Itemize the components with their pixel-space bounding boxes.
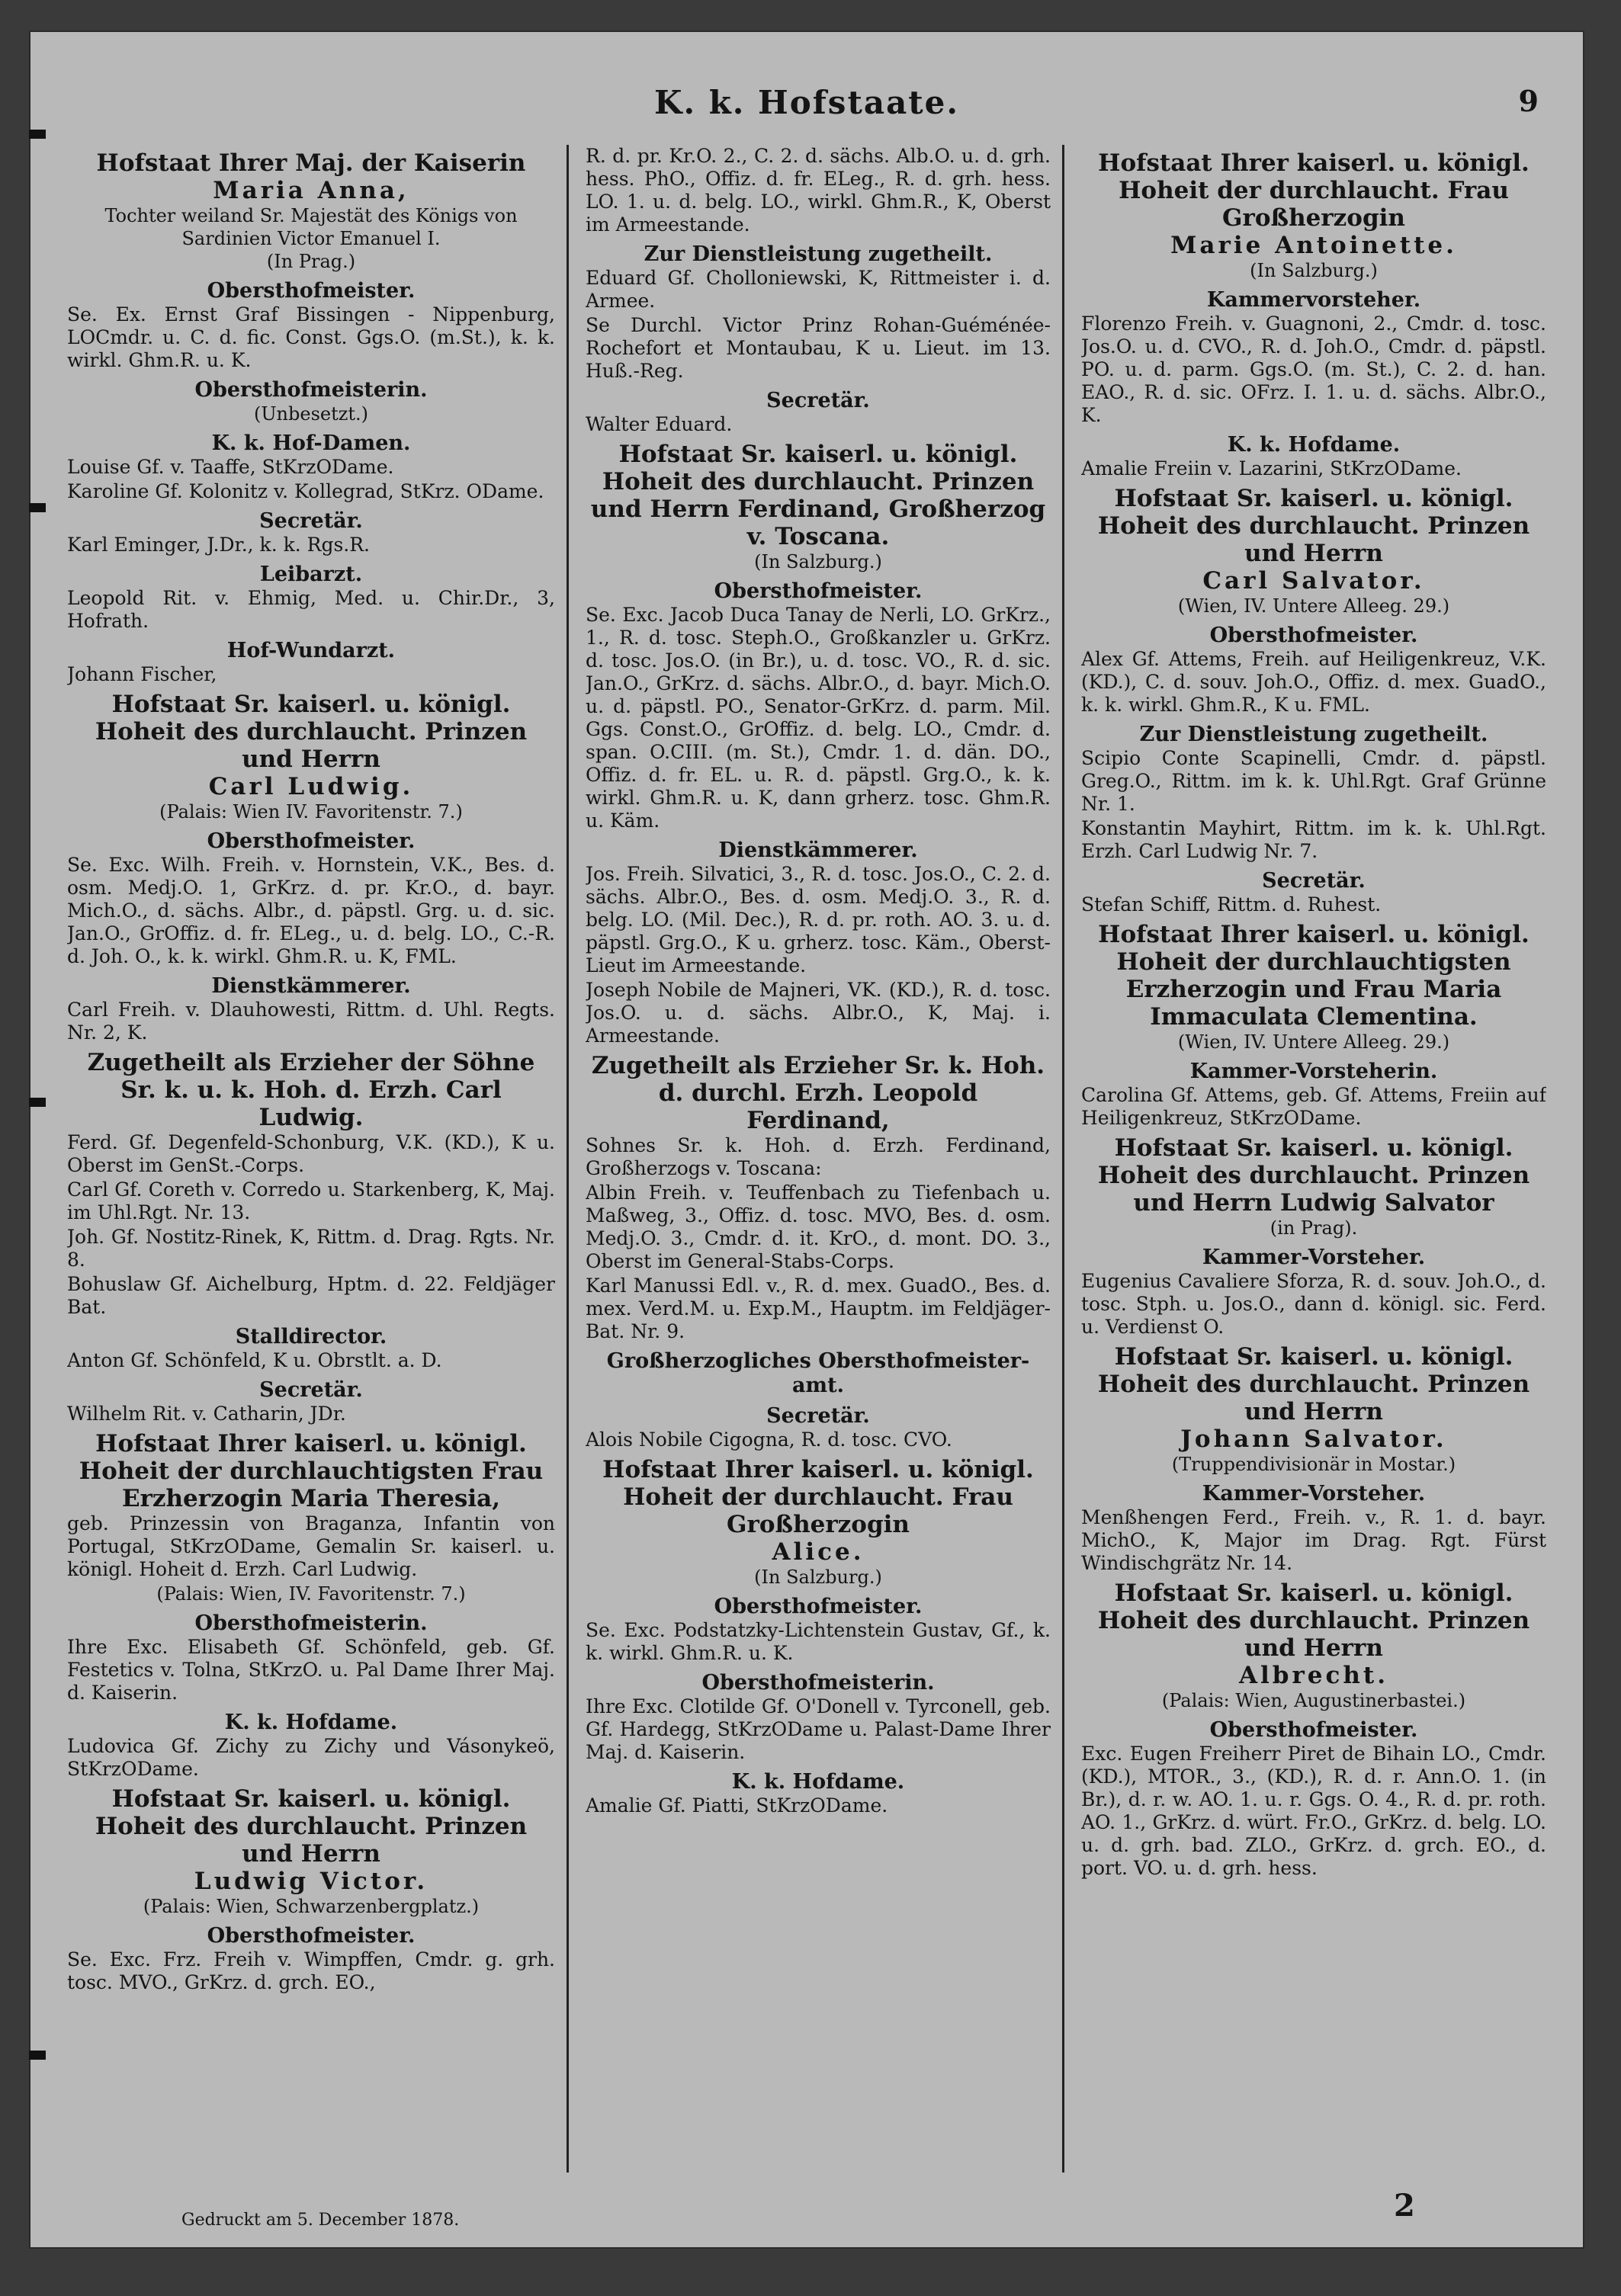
role-heading: Secretär. (766, 389, 870, 412)
role-heading: Secretär. (259, 1378, 363, 1402)
subtitle: (Palais: Wien IV. Favoritenstr. 7.) (159, 801, 463, 823)
binding-mark (29, 2051, 46, 2060)
entry-text: geb. Prinzessin von Braganza, Infantin von Portugal, StKrzODame, Gemalin Sr. kaiserl. u. königl. Hoheit d. Erzh. Carl Ludwig. (67, 1512, 555, 1580)
role-heading: K. k. Hofdame. (224, 1711, 398, 1734)
entry-text: Ferd. Gf. Degenfeld-Schonburg, V.K. (KD.), K u. Oberst im GenSt.-Corps. (67, 1131, 555, 1176)
binding-mark (29, 130, 46, 139)
entry-text: Sohnes Sr. k. Hoh. d. Erzh. Ferdinand, Großherzogs v. Toscana: (586, 1134, 1051, 1179)
person-name-heading: Albrecht. (1238, 1662, 1389, 1689)
entry-text: Scipio Conte Scapinelli, Cmdr. d. päpstl. Greg.O., Rittm. im k. k. Uhl.Rgt. Graf Grünne Nr. 1. (1081, 747, 1546, 815)
entry-text: Se Durchl. Victor Prinz Rohan-Guéménée-Rochefort et Montaubau, K u. Lieut. im 13. Huß.-Reg. (586, 314, 1051, 382)
text-column-3 (1081, 145, 1546, 2188)
entry-text: Eugenius Cavaliere Sforza, R. d. souv. Joh.O., d. tosc. Stph. u. Jos.O., dann d. königl. sic. Ferd. u. Verdienst O. (1081, 1270, 1546, 1338)
entry-text: Carl Gf. Coreth v. Corredo u. Starkenberg, K, Maj. im Uhl.Rgt. Nr. 13. (67, 1178, 555, 1223)
role-heading: Obersthofmeisterin. (701, 1671, 935, 1695)
text-column-2 (586, 145, 1051, 2188)
text-column-1 (67, 145, 555, 2188)
entry-text: Walter Eduard. (586, 413, 733, 435)
role-heading: Obersthofmeister. (1209, 624, 1418, 647)
subtitle: (Wien, IV. Untere Alleeg. 29.) (1177, 595, 1450, 617)
role-heading: Dienstkämmerer. (211, 974, 411, 998)
section-heading: Hofstaat Ihrer kaiserl. u. königl. Hoheit der durchlaucht. Frau Großherzogin (1098, 149, 1530, 232)
binding-mark (29, 1098, 46, 1107)
column-divider (567, 145, 569, 2173)
entry-text: Ludovica Gf. Zichy zu Zichy und Vásonykeö, StKrzODame. (67, 1735, 555, 1780)
role-heading: Secretär. (1262, 869, 1366, 893)
entry-text: R. d. pr. Kr.O. 2., C. 2. d. sächs. Alb.O. u. d. grh. hess. PhO., Offiz. d. fr. ELeg., R. d. grh. hess. LO. 1. u. d. belg. LO., wirkl. Ghm.R., K, Oberst im Armeestande. (586, 145, 1051, 236)
subtitle: (Palais: Wien, Augustinerbastei.) (1161, 1690, 1466, 1711)
section-heading: Hofstaat Sr. kaiserl. u. königl. Hoheit des durchlaucht. Prinzen und Herrn (1097, 1579, 1530, 1662)
print-date: Gedruckt am 5. December 1878. (181, 2211, 460, 2230)
role-heading: Secretär. (766, 1404, 870, 1428)
role-heading: Obersthofmeister. (207, 279, 416, 303)
entry-text: Joseph Nobile de Majneri, VK. (KD.), R. d. tosc. Jos.O. u. d. sächs. Albr.O., K, Maj. i. Armeestande. (586, 979, 1051, 1047)
role-heading: Zur Dienstleistung zugetheilt. (1139, 723, 1488, 746)
role-heading: Obersthofmeister. (207, 829, 416, 853)
column-divider (1062, 145, 1064, 2173)
entry-text: Karoline Gf. Kolonitz v. Kollegrad, StKrz. ODame. (67, 480, 544, 502)
role-heading: K. k. Hofdame. (731, 1770, 905, 1794)
entry-text: Exc. Eugen Freiherr Piret de Bihain LO., Cmdr. (KD.), MTOR., 3., (KD.), R. d. r. Ann.O. 1. (in Br.), d. r. w. AO. 1. u. r. Ggs. O. 4., R. d. pr. roth. AO. 1., GrKrz. d. würt. Fr.O., GrKrz. d. belg. LO. u. d. grh. bad. ZLO., GrKrz. d. grch. EO., d. port. VO. u. d. grh. hess. (1081, 1743, 1546, 1879)
entry-text: Karl Eminger, J.Dr., k. k. Rgs.R. (67, 534, 370, 556)
role-heading: Kammervorsteher. (1206, 288, 1421, 312)
binding-mark (29, 503, 46, 512)
page-number: 9 (1518, 84, 1539, 118)
sheet-signature: 2 (1394, 2188, 1415, 2224)
subtitle: (in Prag). (1270, 1217, 1358, 1239)
entry-text: Menßhengen Ferd., Freih. v., R. 1. d. bayr. MichO., K, Major im Drag. Rgt. Fürst Windischgrätz Nr. 14. (1081, 1506, 1546, 1574)
role-heading: Obersthofmeister. (1209, 1718, 1418, 1742)
subtitle: (Palais: Wien, Schwarzenbergplatz.) (143, 1896, 480, 1917)
entry-text: Stefan Schiff, Rittm. d. Ruhest. (1081, 893, 1382, 916)
entry-text: Karl Manussi Edl. v., R. d. mex. GuadO., Bes. d. mex. Verd.M. u. Exp.M., Hauptm. im Feldjäger-Bat. Nr. 9. (586, 1275, 1051, 1342)
entry-text: Carl Freih. v. Dlauhowesti, Rittm. d. Uhl. Regts. Nr. 2, K. (67, 999, 555, 1044)
entry-text: Eduard Gf. Cholloniewski, K, Rittmeister i. d. Armee. (586, 267, 1051, 312)
entry-text: Joh. Gf. Nostitz-Rinek, K, Rittm. d. Drag. Rgts. Nr. 8. (67, 1226, 555, 1271)
page-header (29, 30, 1584, 130)
entry-text: Amalie Freiin v. Lazarini, StKrzODame. (1081, 457, 1462, 479)
role-heading: Leibarzt. (259, 563, 363, 586)
role-heading: Obersthofmeister. (714, 1595, 923, 1618)
entry-text: Bohuslaw Gf. Aichelburg, Hptm. d. 22. Feldjäger Bat. (67, 1273, 555, 1318)
entry-text: Anton Gf. Schönfeld, K u. Obrstlt. a. D. (67, 1349, 442, 1371)
subtitle: (In Salzburg.) (754, 551, 882, 572)
entry-text: Leopold Rit. v. Ehmig, Med. u. Chir.Dr., 3, Hofrath. (67, 587, 555, 632)
subtitle: Tochter weiland Sr. Majestät des Königs von Sardinien Victor Emanuel I. (104, 205, 518, 249)
entry-text: Konstantin Mayhirt, Rittm. im k. k. Uhl.Rgt. Erzh. Carl Ludwig Nr. 7. (1081, 817, 1546, 862)
entry-text: Albin Freih. v. Teuffenbach zu Tiefenbach u. Maßweg, 3., Offiz. d. tosc. MVO, Bes. d. osm. Medj.O. 3., Cmdr. d. it. KrO., d. mont. DO. 3., Oberst im General-Stabs-Corps. (586, 1182, 1051, 1272)
role-heading: Secretär. (259, 509, 363, 533)
role-heading: Kammer-Vorsteher. (1202, 1482, 1426, 1506)
role-heading: Obersthofmeister. (207, 1924, 416, 1948)
entry-text: Carolina Gf. Attems, geb. Gf. Attems, Freiin auf Heiligenkreuz, StKrzODame. (1081, 1084, 1546, 1129)
person-name-heading: Carl Ludwig. (208, 773, 414, 800)
subtitle: (Palais: Wien, IV. Favoritenstr. 7.) (156, 1583, 466, 1605)
entry-text: Amalie Gf. Piatti, StKrzODame. (586, 1794, 888, 1817)
entry-text: Ihre Exc. Elisabeth Gf. Schönfeld, geb. Gf. Festetics v. Tolna, StKrzO. u. Pal Dame Ihrer Maj. d. Kaiserin. (67, 1636, 555, 1704)
entry-text: Wilhelm Rit. v. Catharin, JDr. (67, 1403, 346, 1425)
subtitle: (In Salzburg.) (1250, 260, 1378, 281)
role-heading: Dienstkämmerer. (718, 839, 918, 862)
role-heading: Großherzogliches Obersthofmeister-amt. (606, 1349, 1030, 1397)
section-heading: Hofstaat Sr. kaiserl. u. königl. Hoheit des durchlaucht. Prinzen und Herrn (1097, 485, 1530, 567)
person-name-heading: Ludwig Victor. (194, 1868, 429, 1895)
role-heading: K. k. Hofdame. (1227, 433, 1401, 457)
section-heading: Zugetheilt als Erzieher der Söhne Sr. k. u. k. Hoh. d. Erzh. Carl Ludwig. (87, 1049, 535, 1131)
person-name-heading: Carl Salvator. (1202, 567, 1425, 595)
entry-text: Se. Ex. Ernst Graf Bissingen - Nippenburg, LOCmdr. u. C. d. fic. Const. Ggs.O. (m.St.), k. k. wirkl. Ghm.R. u. K. (67, 303, 555, 371)
role-heading: Kammer-Vorsteherin. (1189, 1060, 1438, 1083)
role-heading: K. k. Hof-Damen. (211, 431, 411, 455)
section-heading: Hofstaat Sr. kaiserl. u. königl. Hoheit des durchlaucht. Prinzen und Herrn (95, 691, 528, 773)
role-heading: Kammer-Vorsteher. (1202, 1246, 1426, 1269)
section-heading: Hofstaat Sr. kaiserl. u. königl. Hoheit des durchlaucht. Prinzen und Herrn (1097, 1343, 1530, 1425)
section-heading: Hofstaat Ihrer kaiserl. u. königl. Hoheit der durchlauchtigsten Erzherzogin und Frau Maria Immaculata Clementina. (1098, 921, 1530, 1031)
section-heading: Hofstaat Sr. kaiserl. u. königl. Hoheit des durchlaucht. Prinzen und Herrn (95, 1785, 528, 1868)
role-heading: Obersthofmeisterin. (194, 378, 428, 402)
person-name-heading: Marie Antoinette. (1170, 232, 1457, 259)
entry-text: Se. Exc. Podstatzky-Lichtenstein Gustav, Gf., k. k. wirkl. Ghm.R. u. K. (586, 1619, 1051, 1664)
section-heading: Hofstaat Ihrer kaiserl. u. königl. Hoheit der durchlaucht. Frau Großherzogin (602, 1456, 1034, 1538)
subtitle: (Unbesetzt.) (253, 403, 369, 425)
entry-text: Louise Gf. v. Taaffe, StKrzODame. (67, 456, 394, 478)
role-heading: Stalldirector. (235, 1325, 387, 1348)
person-name-heading: Alice. (772, 1538, 865, 1566)
subtitle: (In Prag.) (266, 251, 356, 272)
person-name-heading: Maria Anna, (213, 177, 409, 204)
entry-text: Se. Exc. Jacob Duca Tanay de Nerli, LO. GrKrz., 1., R. d. tosc. Steph.O., Großkanzler u. GrKrz. d. tosc. Jos.O. (in Br.), u. d. tosc. VO., R. d. sic. Jan.O., GrKrz. d. sächs. Albr.O., d. bayr. Mich.O. u. d. päpstl. PO., Senator-GrKrz. d. parm. Mil. Ggs. Const.O., GrOffiz. d. belg. LO., Cmdr. d. span. O.CIII. (m. St.), Cmdr. 1. d. dän. DO., Offiz. d. fr. EL. u. R. d. päpstl. Grg.O., k. k. wirkl. Ghm.R. u. K, dann grherz. tosc. Ghm.R. u. Käm. (586, 604, 1051, 832)
entry-text: Alois Nobile Cigogna, R. d. tosc. CVO. (586, 1429, 952, 1451)
document-page (29, 30, 1584, 2249)
section-heading: Hofstaat Sr. kaiserl. u. königl. Hoheit des durchlaucht. Prinzen und Herrn Ferdinand, Großherzog v. Toscana. (590, 441, 1046, 550)
role-heading: Obersthofmeisterin. (194, 1611, 428, 1635)
subtitle: (In Salzburg.) (754, 1566, 882, 1588)
section-heading: Hofstaat Ihrer kaiserl. u. königl. Hoheit der durchlauchtigsten Frau Erzherzogin Maria Theresia, (79, 1430, 544, 1512)
entry-text: Ihre Exc. Clotilde Gf. O'Donell v. Tyrconell, geb. Gf. Hardegg, StKrzODame u. Palast-Dame Ihrer Maj. d. Kaiserin. (586, 1695, 1051, 1763)
role-heading: Obersthofmeister. (714, 579, 923, 603)
section-heading: Hofstaat Ihrer Maj. der Kaiserin (96, 149, 526, 177)
entry-text: Se. Exc. Wilh. Freih. v. Hornstein, V.K., Bes. d. osm. Medj.O. 1, GrKrz. d. pr. Kr.O., d. bayr. Mich.O., d. sächs. Albr., d. päpstl. Grg. u. d. sic. Jan.O., GrOffiz. d. fr. ELeg., u. d. belg. LO., C.-R. d. Joh. O., k. k. wirkl. Ghm.R. u. K, FML. (67, 854, 555, 967)
section-heading: Zugetheilt als Erzieher Sr. k. Hoh. d. durchl. Erzh. Leopold Ferdinand, (591, 1052, 1045, 1134)
entry-text: Jos. Freih. Silvatici, 3., R. d. tosc. Jos.O., C. 2. d. sächs. Albr.O., Bes. d. osm. Medj.O. 3., R. d. belg. LO. (Mil. Dec.), R. d. pr. roth. AO. 3. u. d. päpstl. Grg.O., K u. grherz. tosc. Käm., Oberst-Lieut im Armeestande. (586, 863, 1051, 976)
entry-text: Johann Fischer, (67, 663, 217, 685)
running-title: K. k. Hofstaate. (653, 84, 960, 121)
entry-text: Florenzo Freih. v. Guagnoni, 2., Cmdr. d. tosc. Jos.O. u. d. CVO., R. d. Joh.O., Cmdr. d. päpstl. PO. u. d. parm. Ggs.O. (m. St.), C. 2. d. han. EAO., R. d. sic. OFrz. I. 1. u. d. sächs. Albr.O., K. (1081, 313, 1546, 426)
section-heading: Hofstaat Sr. kaiserl. u. königl. Hoheit des durchlaucht. Prinzen und Herrn Ludwig Salvator (1097, 1134, 1530, 1217)
entry-text: Alex Gf. Attems, Freih. auf Heiligenkreuz, V.K. (KD.), C. d. souv. Joh.O., Offiz. d. mex. GuadO., k. k. wirkl. Ghm.R., K u. FML. (1081, 648, 1546, 716)
person-name-heading: Johann Salvator. (1180, 1425, 1447, 1453)
subtitle: (Truppendivisionär in Mostar.) (1171, 1454, 1456, 1475)
role-heading: Hof-Wundarzt. (226, 639, 396, 662)
role-heading: Zur Dienstleistung zugetheilt. (644, 242, 993, 266)
subtitle: (Wien, IV. Untere Alleeg. 29.) (1177, 1031, 1450, 1053)
entry-text: Se. Exc. Frz. Freih v. Wimpffen, Cmdr. g. grh. tosc. MVO., GrKrz. d. grch. EO., (67, 1948, 555, 1993)
